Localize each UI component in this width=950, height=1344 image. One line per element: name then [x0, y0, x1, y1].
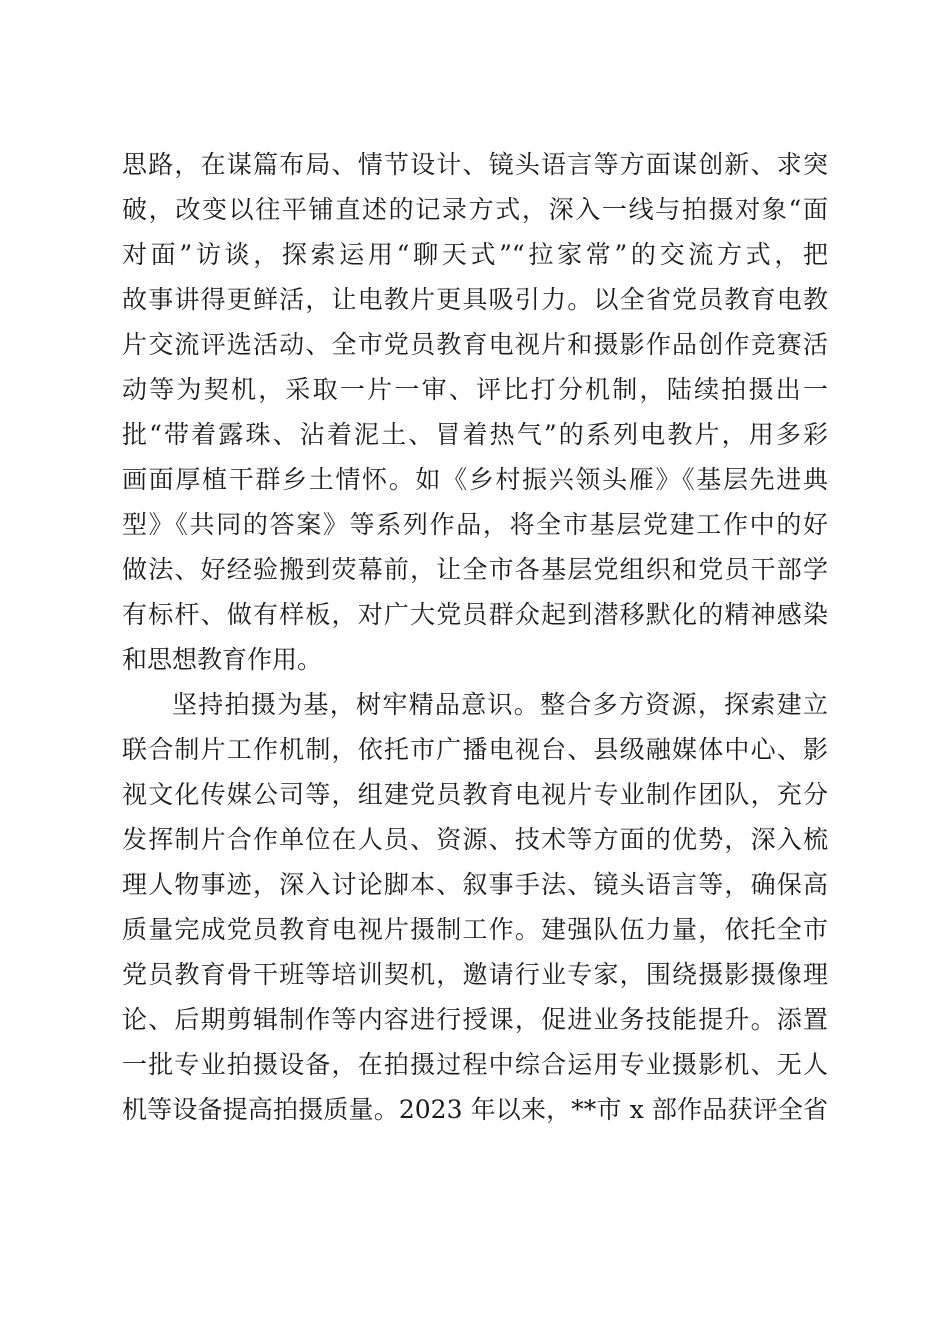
text-line: 视文化传媒公司等，组建党员教育电视片专业制作团队，充分 [122, 780, 828, 809]
document-page [122, 142, 828, 1132]
text-line: 坚持拍摄为基，树牢精品意识。整合多方资源，探索建立 [172, 690, 828, 719]
text-line: 一批专业拍摄设备，在拍摄过程中综合运用专业摄影机、无人 [122, 1050, 828, 1079]
text-line: 理人物事迹，深入讨论脚本、叙事手法、镜头语言等，确保高 [122, 870, 828, 899]
text-line: 对面”访谈，探索运用“聊天式”“拉家常”的交流方式，把 [122, 240, 828, 269]
text-line: 故事讲得更鲜活，让电教片更具吸引力。以全省党员教育电教 [122, 285, 828, 314]
text-line: 质量完成党员教育电视片摄制工作。建强队伍力量，依托全市 [122, 915, 828, 944]
text-line: 论、后期剪辑制作等内容进行授课，促进业务技能提升。添置 [122, 1005, 828, 1034]
paragraph-1 [122, 142, 828, 682]
paragraph-2 [122, 682, 828, 1132]
text-line: 做法、好经验搬到荧幕前，让全市各基层党组织和党员干部学 [122, 555, 828, 584]
text-line: 有标杆、做有样板，对广大党员群众起到潜移默化的精神感染 [122, 600, 828, 629]
text-line: 党员教育骨干班等培训契机，邀请行业专家，围绕摄影摄像理 [122, 960, 828, 989]
text-line: 机等设备提高拍摄质量。2023 年以来，**市 x 部作品获评全省 [122, 1095, 828, 1124]
text-line: 批“带着露珠、沾着泥土、冒着热气”的系列电教片，用多彩 [122, 420, 828, 449]
text-line: 破，改变以往平铺直述的记录方式，深入一线与拍摄对象“面 [122, 195, 828, 224]
text-line: 联合制片工作机制，依托市广播电视台、县级融媒体中心、影 [122, 735, 828, 764]
text-line: 思路，在谋篇布局、情节设计、镜头语言等方面谋创新、求突 [122, 150, 828, 179]
text-line: 片交流评选活动、全市党员教育电视片和摄影作品创作竞赛活 [122, 330, 828, 359]
text-line: 和思想教育作用。 [122, 645, 323, 674]
text-line: 型》《共同的答案》等系列作品，将全市基层党建工作中的好 [122, 510, 828, 539]
text-line: 发挥制片合作单位在人员、资源、技术等方面的优势，深入梳 [122, 825, 828, 854]
text-line: 画面厚植干群乡土情怀。如《乡村振兴领头雁》《基层先进典 [122, 465, 828, 494]
text-line: 动等为契机，采取一片一审、评比打分机制，陆续拍摄出一 [122, 375, 828, 404]
